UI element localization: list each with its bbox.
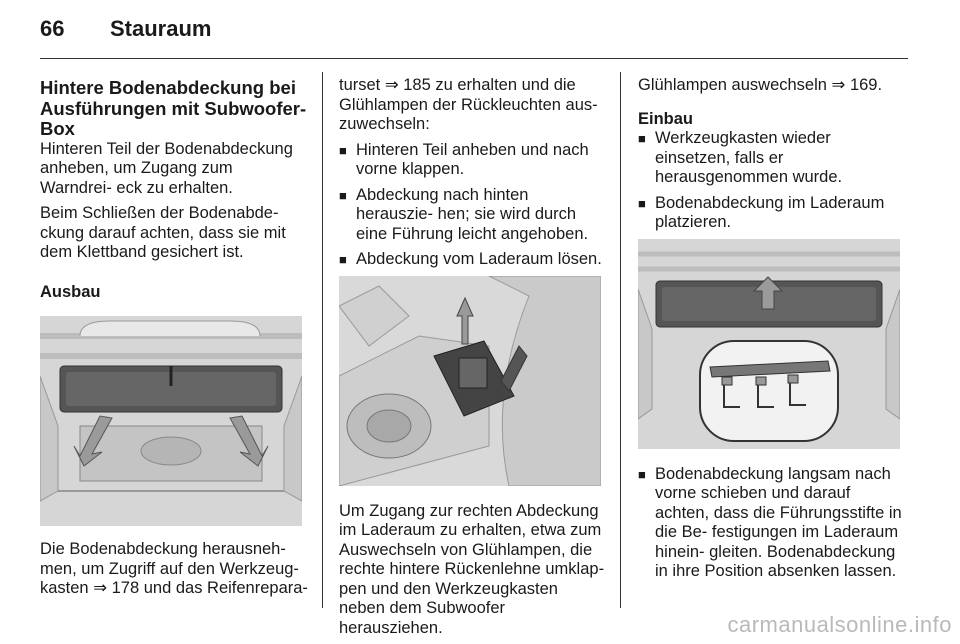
column-1	[40, 76, 308, 605]
column-2	[339, 76, 607, 644]
list-item: ■ Hinteren Teil anheben und nach vorne klappen.	[339, 141, 607, 180]
bullet-list	[638, 465, 906, 582]
paragraph: Hinteren Teil der Bodenabdeckung anheben, um Zugang zum Warndrei- eck zu erhalten.	[40, 139, 293, 197]
page-number: 66	[40, 16, 65, 41]
header-rule	[40, 58, 908, 59]
subheading-ausbau: Ausbau	[40, 282, 101, 301]
figure-caption: Die Bodenabdeckung herausneh- men, um Zugriff auf den Werkzeug- kasten ⇒ 178 und das Reifenrepara-	[40, 540, 308, 597]
subheading-einbau: Einbau	[638, 109, 694, 128]
column-3	[638, 76, 906, 588]
figure-floor-cover-install	[638, 239, 900, 449]
paragraph: Glühlampen auswechseln ⇒ 169.	[638, 76, 883, 94]
page-title: Stauraum	[110, 16, 212, 41]
column-divider-2	[620, 72, 621, 608]
section-heading: Hintere Bodenabdeckung bei Ausführungen mit Subwoofer-Box	[40, 77, 307, 139]
list-item: ■ Abdeckung vom Laderaum lösen.	[339, 250, 607, 270]
watermark: carmanualsonline.info	[727, 612, 952, 637]
list-item: ■ Abdeckung nach hinten herauszie- hen; sie wird durch eine Führung leicht angehoben.	[339, 186, 607, 245]
page-header	[40, 16, 211, 42]
column-divider-1	[322, 72, 323, 608]
figure-floor-cover-removal	[40, 316, 302, 526]
bullet-list	[339, 141, 607, 270]
paragraph: turset ⇒ 185 zu erhalten und die Glühlampen der Rückleuchten aus- zuwechseln:	[339, 76, 598, 133]
list-item: ■ Bodenabdeckung im Laderaum platzieren.	[638, 194, 906, 233]
list-item: ■ Bodenabdeckung langsam nach vorne schieben und darauf achten, dass die Führungsstifte in die Be- festigungen im Laderaum hinein- gleiten. Bodenabdeckung in ihre Position absenken lassen.	[638, 465, 906, 582]
paragraph: Beim Schließen der Bodenabde- ckung darauf achten, dass sie mit dem Klettband gesichert ist.	[40, 204, 286, 261]
paragraph: Um Zugang zur rechten Abdeckung im Laderaum zu erhalten, etwa zum Auswechseln von Glühlampen, die rechte hintere Rückenlehne umklap- pen und den Werkzeugkasten neben dem Subwoofer herausziehen.	[339, 501, 605, 637]
bullet-list	[638, 129, 906, 233]
list-item: ■ Werkzeugkasten wieder einsetzen, falls er herausgenommen wurde.	[638, 129, 906, 188]
figure-right-cover-access	[339, 276, 601, 486]
